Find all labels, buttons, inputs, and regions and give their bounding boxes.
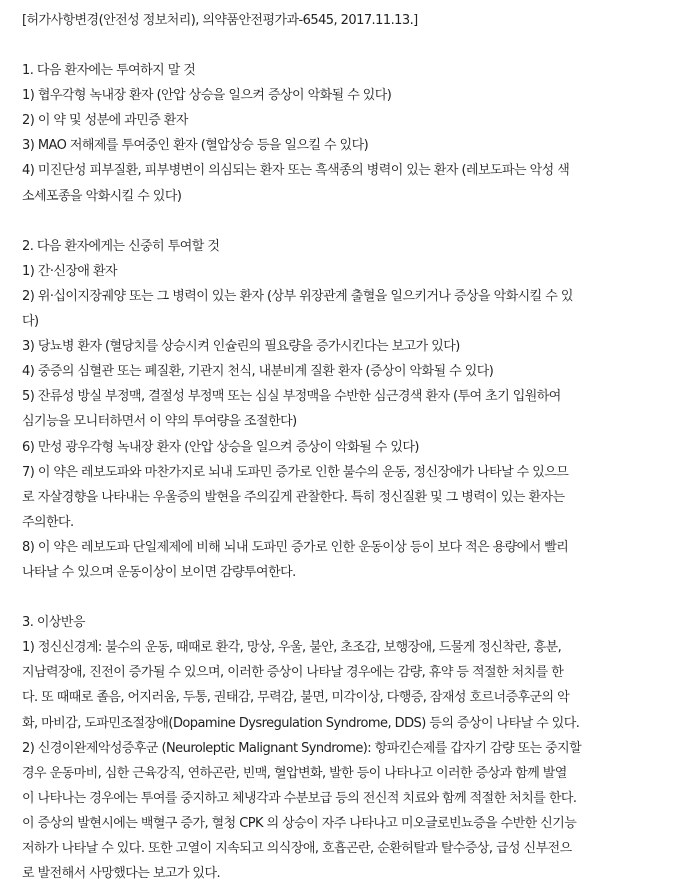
- section-contraindications: [22, 58, 678, 209]
- text-line: 지남력장애, 진전이 증가될 수 있으며, 이러한 증상이 나타날 경우에는 감량, 휴약 등 적절한 처치를 한: [22, 665, 564, 681]
- text-line: 소세포종을 악화시킬 수 있다): [22, 188, 182, 204]
- text-line: 1) 협우각형 녹내장 환자 (안압 상승을 일으켜 증상이 악화될 수 있다): [22, 88, 392, 104]
- section-spacer: [22, 585, 678, 610]
- text-line: 주의한다.: [22, 514, 74, 530]
- text-line: 5) 잔류성 방실 부정맥, 결절성 부정맥 또는 심실 부정맥을 수반한 심근경색 환자 (투여 초기 입원하여: [22, 389, 561, 405]
- text-line: 경우 운동마비, 심한 근육강직, 연하곤란, 빈맥, 혈압변화, 발한 등이 나타나고 이러한 증상과 함께 발열: [22, 765, 567, 781]
- revision-header: [허가사항변경(안전성 정보처리), 의약품안전평가과-6545, 2017.11.13.]: [22, 13, 418, 28]
- text-line: 로 발전해서 사망했다는 보고가 있다.: [22, 866, 221, 882]
- section-precautions: [22, 234, 678, 585]
- text-line: 7) 이 약은 레보도파와 마찬가지로 뇌내 도파민 증가로 인한 불수의 운동, 정신장애가 나타날 수 있으므: [22, 464, 569, 480]
- section-heading: 2. 다음 환자에게는 신중히 투여할 것: [22, 238, 220, 254]
- section-spacer: [22, 209, 678, 234]
- text-line: 저하가 나타날 수 있다. 또한 고열이 지속되고 의식장애, 호흡곤란, 순환허탈과 탈수증상, 급성 신부전으: [22, 841, 572, 856]
- text-line: 2) 이 약 및 성분에 과민증 환자: [22, 113, 188, 129]
- text-line: 화, 마비감, 도파민조절장애(Dopamine Dysregulation Syndrome, DDS) 등의 증상이 나타날 수 있다.: [22, 715, 580, 731]
- text-line: 6) 만성 광우각형 녹내장 환자 (안압 상승을 일으켜 증상이 악화될 수 있다): [22, 439, 419, 455]
- text-line: 2) 신경이완제악성증후군 (Neuroleptic Malignant Syndrome): 항파킨슨제를 갑자기 감량 또는 중지할: [22, 740, 582, 756]
- text-line: 8) 이 약은 레보도파 단일제제에 비해 뇌내 도파민 증가로 인한 운동이상 등이 보다 적은 용량에서 빨리: [22, 539, 569, 555]
- text-line: 4) 미진단성 피부질환, 피부병변이 의심되는 환자 또는 흑색종의 병력이 있는 환자 (레보도파는 악성 색: [22, 163, 570, 179]
- text-line: 심기능을 모니터하면서 이 약의 투여량을 조절한다): [22, 414, 297, 430]
- text-line: 다. 또 때때로 졸음, 어지러움, 두통, 권태감, 무력감, 불면, 미각이상, 다행증, 잠재성 호르너증후군의 악: [22, 690, 570, 706]
- text-line: 3) MAO 저해제를 투여중인 환자 (혈압상승 등을 일으킬 수 있다): [22, 138, 369, 154]
- text-line: 3) 당뇨병 환자 (혈당치를 상승시켜 인슐린의 필요량을 증가시킨다는 보고가 있다): [22, 339, 460, 355]
- text-line: 1) 정신신경계: 불수의 운동, 때때로 환각, 망상, 우울, 불안, 초조감, 보행장애, 드물게 정신착란, 흥분,: [22, 640, 562, 656]
- text-line: 로 자살경향을 나타내는 우울증의 발현을 주의깊게 관찰한다. 특히 정신질환 및 그 병력이 있는 환자는: [22, 489, 565, 505]
- text-line: 2) 위·십이지장궤양 또는 그 병력이 있는 환자 (상부 위장관계 출혈을 일으키거나 증상을 악화시킬 수 있: [22, 288, 573, 304]
- text-line: 1) 간·신장애 환자: [22, 263, 118, 279]
- text-line: 4) 중증의 심혈관 또는 폐질환, 기관지 천식, 내분비계 질환 환자 (증상이 악화될 수 있다): [22, 364, 494, 380]
- text-line: 나타날 수 있으며 운동이상이 보이면 감량투여한다.: [22, 564, 296, 580]
- text-line: 이 나타나는 경우에는 투여를 중지하고 체냉각과 수분보급 등의 전신적 치료와 함께 적절한 처치를 한다.: [22, 790, 577, 806]
- section-heading: 1. 다음 환자에는 투여하지 말 것: [22, 63, 196, 79]
- section-heading: 3. 이상반응: [22, 615, 85, 631]
- text-line: 다): [22, 314, 39, 330]
- text-line: 이 증상의 발현시에는 백혈구 증가, 혈청 CPK 의 상승이 자주 나타나고 미오글로빈뇨증을 수반한 신기능: [22, 815, 577, 831]
- section-adverse-reactions: [22, 610, 678, 886]
